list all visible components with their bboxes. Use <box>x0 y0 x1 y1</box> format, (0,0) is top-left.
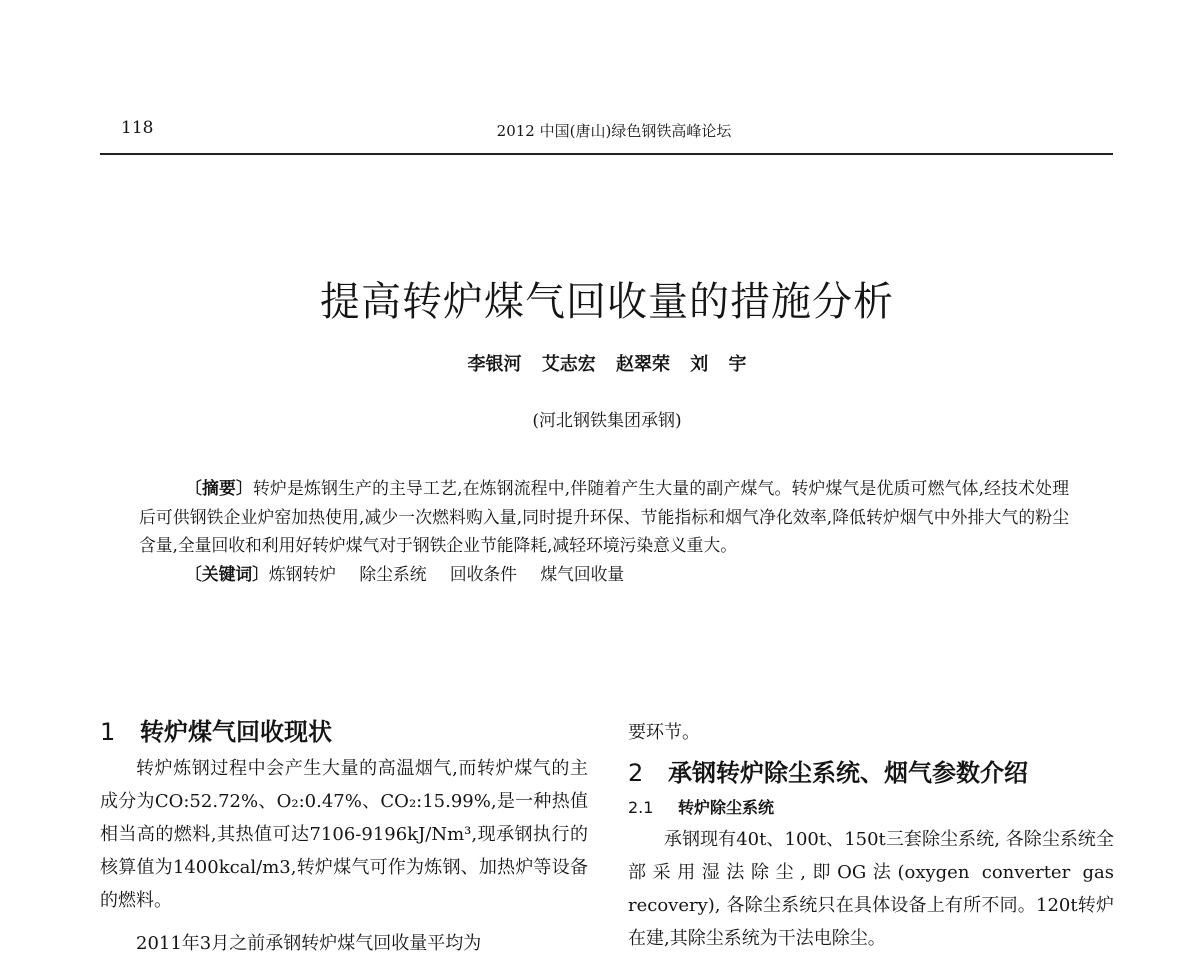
subsection-2-1-heading <box>628 793 1114 823</box>
right-column <box>628 712 1114 955</box>
abstract-text: 转炉是炼钢生产的主导工艺,在炼钢流程中,伴随着产生大量的副产煤气。转炉煤气是优质可燃气体,经技术处理后可供钢铁企业炉窑加热使用,减少一次燃料购入量,同时提升环保、节能指标和烟气净化效率,降低转炉烟气中外排大气的粉尘含量,全量回收和利用好转炉煤气对于钢铁企业节能降耗,减轻环境污染意义重大。 <box>139 478 1069 555</box>
subsection-2-1-title: 转炉除尘系统 <box>678 798 775 817</box>
abstract-paragraph <box>139 474 1069 560</box>
abstract-label: 〔摘要〕 <box>185 478 254 498</box>
section-1-paragraph-2: 2011年3月之前承钢转炉煤气回收量平均为 <box>136 933 482 954</box>
continuation-text: 要环节。 <box>628 722 700 743</box>
section-1-title: 转炉煤气回收现状 <box>140 718 332 746</box>
section-2-title: 承钢转炉除尘系统、烟气参数介绍 <box>668 759 1028 787</box>
subsection-2-1-paragraph: 承钢现有40t、100t、150t三套除尘系统, 各除尘系统全部采用湿法除尘,即OG法(oxygen converter gas recovery), 各除尘系统只在具体设备上有所不同。120t转炉在建,其除尘系统为干法电除尘。 <box>628 829 1114 949</box>
affiliation: (河北钢铁集团承钢) <box>532 411 682 431</box>
section-1-paragraph-1: 转炉炼钢过程中会产生大量的高温烟气,而转炉煤气的主成分为CO:52.72%、O₂:0.47%、CO₂:15.99%,是一种热值相当高的燃料,其热值可达7106-9196kJ/Nm³,现承钢执行的核算值为1400kcal/m3,转炉煤气可作为炼钢、加热炉等设备的燃料。 <box>100 758 588 911</box>
running-header: 2012 中国(唐山)绿色钢铁高峰论坛 <box>496 122 732 140</box>
section-2-heading <box>628 753 1114 793</box>
page-number: 118 <box>121 118 154 138</box>
subsection-2-1-number: 2.1 <box>628 798 654 817</box>
section-1-heading <box>100 712 588 752</box>
keywords-label: 〔关键词〕 <box>185 563 269 584</box>
keywords-line <box>139 560 1069 589</box>
header-rule <box>100 153 1113 155</box>
authors: 李银河 艾志宏 赵翠荣 刘 宇 <box>467 354 747 375</box>
abstract-block <box>139 474 1069 588</box>
keywords-text: 炼钢转炉 除尘系统 回收条件 煤气回收量 <box>268 563 625 584</box>
article-title: 提高转炉煤气回收量的措施分析 <box>320 279 894 325</box>
section-1-number: 1 <box>100 718 116 746</box>
section-2-number: 2 <box>628 759 644 787</box>
left-column <box>100 712 588 960</box>
